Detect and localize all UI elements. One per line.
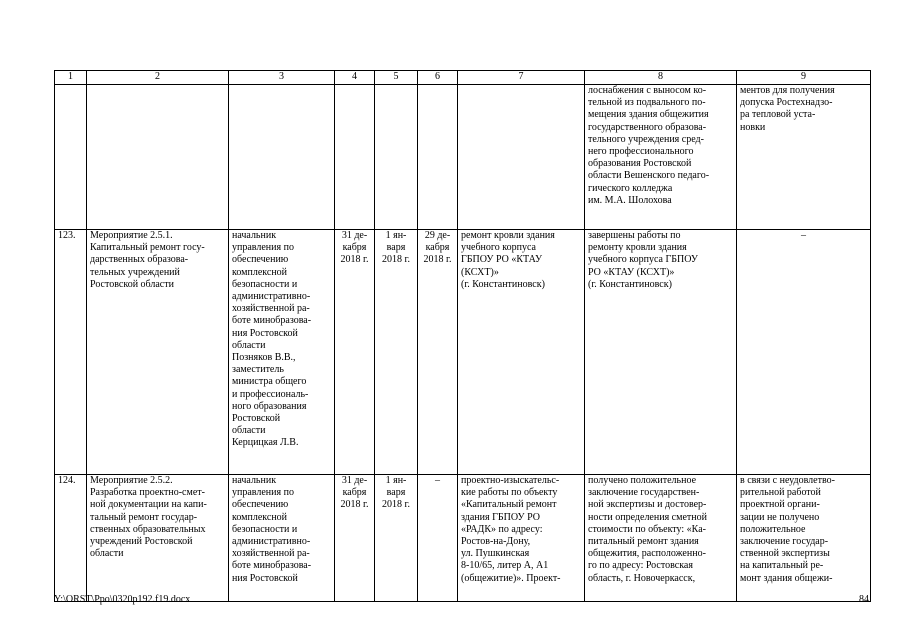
planned-result-cell: ремонт кровли здания учебного корпуса ГБПОУ РО «КТАУ (КСХТ)» (г. Константиновск) — [458, 230, 585, 475]
column-number: 4 — [335, 71, 375, 85]
column-number: 6 — [418, 71, 458, 85]
event-cell — [87, 85, 229, 230]
actual-result-cell: получено положительное заключение государствен- ной экспертизы и достовер- ности определения сметной стоимости по объекту: «Ка- питальный ремонт здания общежития, расположенно- го по адресу: Ростовская область, г. Новочеркасск, — [585, 475, 737, 602]
planned-result-cell: проектно-изыскательс- кие работы по объекту «Капитальный ремонт здания ГБПОУ РО «РАДК» по адресу: Ростов-на-Дону, ул. Пушкинская 8-10/65, литер А, А1 (общежитие)». Проект- — [458, 475, 585, 602]
reason-cell: в связи с неудовлетво- рительной работой проектной органи- зации не получено положительное заключение государ- ственной экспертизы на капитальный ре- монт здания общежи- — [737, 475, 871, 602]
responsible-cell: начальник управления по обеспечению комплексной безопасности и административно- хозяйственной ра- боте минобразова- ния Ростовской — [229, 475, 335, 602]
report-table — [54, 70, 871, 602]
actual-start-cell — [375, 85, 418, 230]
row-number — [55, 85, 87, 230]
page-number: 84 — [859, 594, 869, 605]
planned-end-cell — [335, 85, 375, 230]
actual-result-cell: завершены работы по ремонту кровли здания учебного корпуса ГБПОУ РО «КТАУ (КСХТ)» (г. Константиновск) — [585, 230, 737, 475]
actual-start-cell: 1 ян- варя 2018 г. — [375, 475, 418, 602]
responsible-cell: начальник управления по обеспечению комплексной безопасности и административно- хозяйственной ра- боте минобразова- ния Ростовской области Позняков В.В., заместитель министра общего и профессиональ- ного образования Ростовской области Керцицкая Л.В. — [229, 230, 335, 475]
reason-cell: – — [737, 230, 871, 475]
actual-start-cell: 1 ян- варя 2018 г. — [375, 230, 418, 475]
event-cell: Мероприятие 2.5.2. Разработка проектно-смет- ной документации на капи- тальный ремонт государ- ственных образовательных учреждений Ростовской области — [87, 475, 229, 602]
event-cell: Мероприятие 2.5.1. Капитальный ремонт госу- дарственных образова- тельных учреждений Ростовской области — [87, 230, 229, 475]
column-number: 8 — [585, 71, 737, 85]
planned-end-cell: 31 де- кабря 2018 г. — [335, 230, 375, 475]
actual-end-cell: 29 де- кабря 2018 г. — [418, 230, 458, 475]
column-number: 2 — [87, 71, 229, 85]
table-row-continuation — [55, 85, 871, 230]
row-number: 123. — [55, 230, 87, 475]
column-number: 5 — [375, 71, 418, 85]
column-number-row — [55, 71, 871, 85]
actual-end-cell — [418, 85, 458, 230]
column-number: 7 — [458, 71, 585, 85]
table-row-124 — [55, 475, 871, 602]
column-number: 1 — [55, 71, 87, 85]
responsible-cell — [229, 85, 335, 230]
planned-result-cell — [458, 85, 585, 230]
row-number: 124. — [55, 475, 87, 602]
table-row-123 — [55, 230, 871, 475]
reason-cell: ментов для получения допуска Ростехнадзо- ра тепловой уста- новки — [737, 85, 871, 230]
column-number: 9 — [737, 71, 871, 85]
planned-end-cell: 31 де- кабря 2018 г. — [335, 475, 375, 602]
column-number: 3 — [229, 71, 335, 85]
actual-end-cell: – — [418, 475, 458, 602]
actual-result-cell: лоснабжения с выносом ко- тельной из подвального по- мещения здания общежития государственного образова- тельного учреждения сред- него профессионального образования Ростовской области Вешенского педаго- гического колледжа им. М.А. Шолохова — [585, 85, 737, 230]
file-path-footer: Y:\ORST\Ppo\0320p192.f19.docx — [54, 594, 191, 605]
